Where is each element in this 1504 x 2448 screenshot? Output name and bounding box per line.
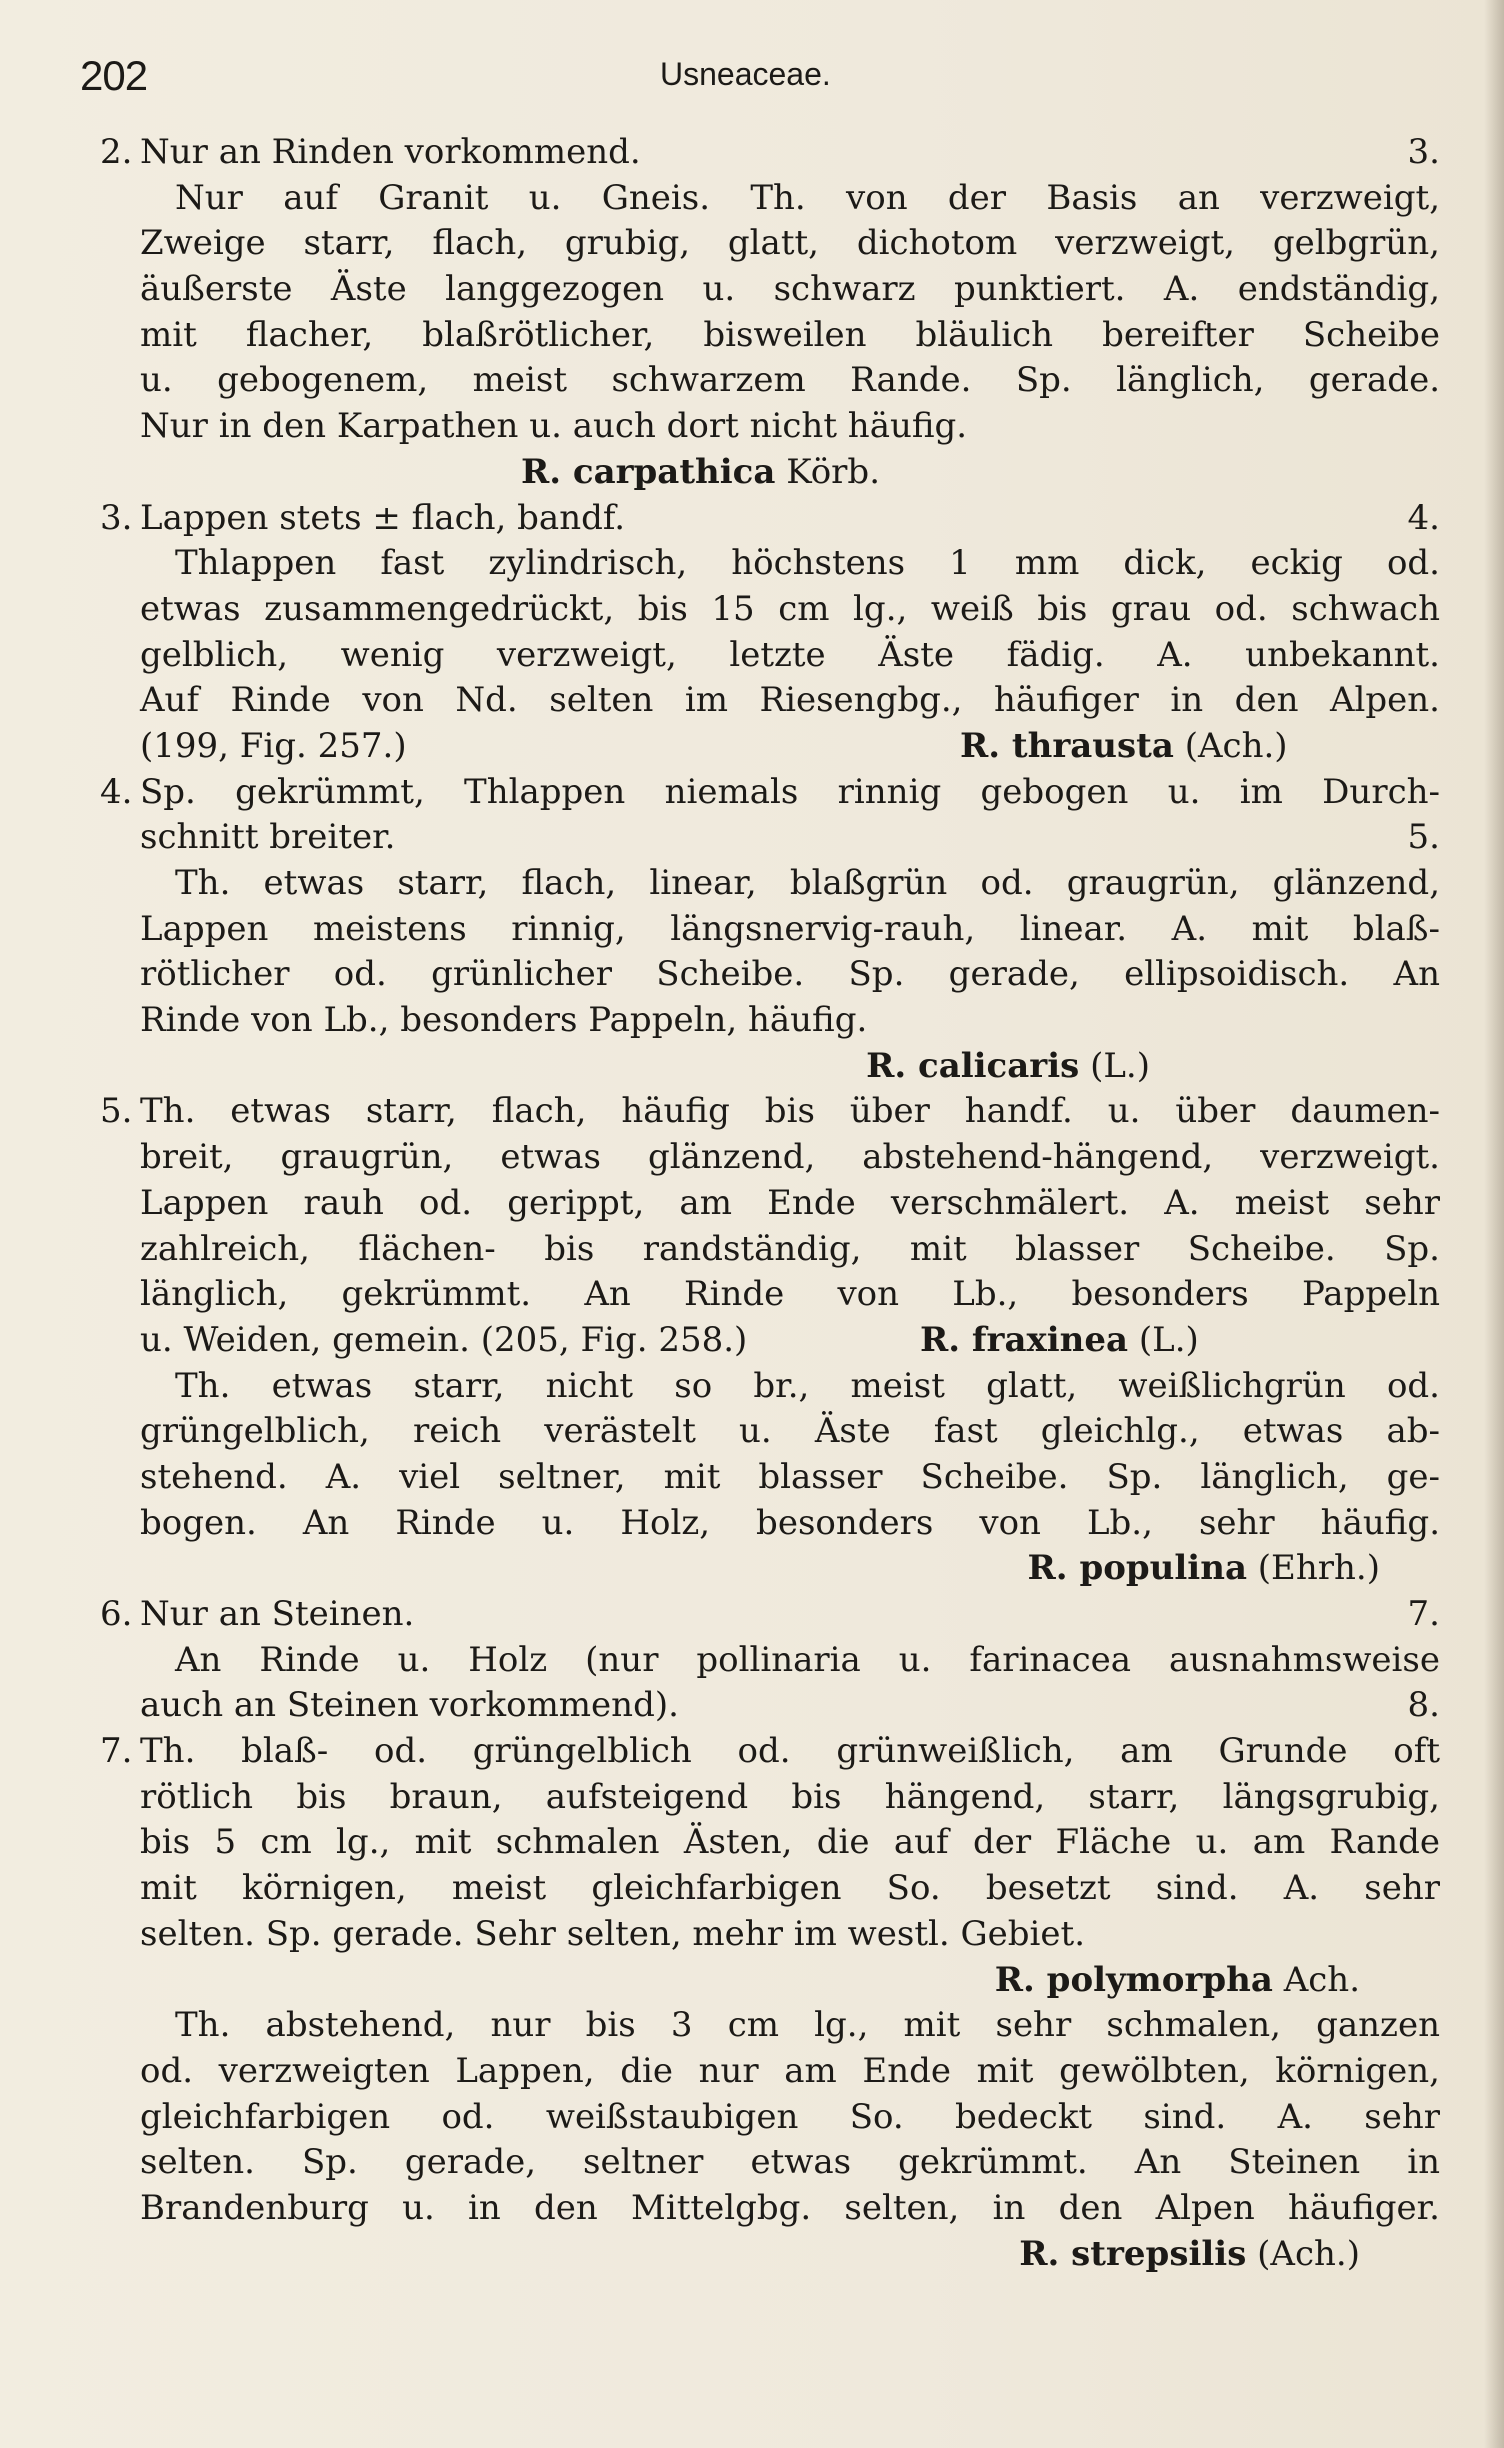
key-number: 2. [100,132,133,172]
text-line [100,2003,1440,2049]
key-text: Lappen meistens rinnig, längsnervig-rauh, linear. A. mit blaß- [140,908,1440,949]
species-binomial: R. carpathica [520,451,776,492]
text-line [100,1318,1440,1364]
key-text: bogen. An Rinde u. Holz, besonders von Lb., sehr häufig. [140,1502,1440,1543]
key-number: 5. [100,1091,133,1132]
key-text: Th. etwas starr, nicht so br., meist glatt, weißlichgrün od. [175,1365,1440,1406]
key-text: grüngelblich, reich verästelt u. Äste fast gleichlg., etwas ab- [140,1411,1440,1452]
text-line [100,221,1440,267]
text-line [100,952,1440,998]
key-lead-text: Th. etwas starr, flach, häufig bis über handf. u. über daumen- [140,1091,1440,1132]
text-line [100,1683,1440,1729]
text-line [100,1958,1440,2004]
key-text: Zweige starr, flach, grubig, glatt, dichotom verzweigt, gelbgrün, [140,223,1440,264]
text-line [100,861,1440,907]
text-line [100,1546,1440,1592]
lead-reference: 4. [1407,497,1440,538]
species-name [960,724,1288,770]
species-binomial: R. calicaris [866,1045,1080,1086]
species-author: (Ehrh.) [1246,1548,1380,1589]
text-line [100,587,1440,633]
species-author: (Ach.) [1173,725,1288,766]
species-name [521,450,880,496]
key-text: mit körnigen, meist gleichfarbigen So. besetzt sind. A. sehr [140,1868,1440,1909]
text-line [100,1409,1440,1455]
species-name [920,1318,1199,1364]
text-line [100,176,1440,222]
text-line [100,450,1440,496]
key-lead-text: Nur an Rinden vorkommend. [140,132,641,172]
species-binomial: R. thrausta [960,725,1174,766]
text-line [100,130,1440,176]
key-text: Lappen rauh od. gerippt, am Ende verschmälert. A. meist sehr [140,1182,1440,1223]
text-line [100,358,1440,404]
text-line [100,998,1440,1044]
key-text: stehend. A. viel seltner, mit blasser Scheibe. Sp. länglich, ge- [140,1456,1440,1497]
text-line [100,496,1440,542]
key-text: Thlappen fast zylindrisch, höchstens 1 mm dick, eckig od. [175,543,1440,584]
key-text: gleichfarbigen od. weißstaubigen So. bedeckt sind. A. sehr [140,2096,1440,2137]
text-line [100,267,1440,313]
species-author: (L.) [1128,1319,1199,1360]
species-name [866,1044,1150,1090]
key-text: etwas zusammengedrückt, bis 15 cm lg., weiß bis grau od. schwach [140,588,1440,629]
text-line [100,1912,1440,1958]
page-body [100,130,1440,2277]
text-line [100,541,1440,587]
key-text: u. gebogenem, meist schwarzem Rande. Sp. länglich, gerade. [140,360,1440,401]
text-line [100,907,1440,953]
key-text: Nur in den Karpathen u. auch dort nicht häufig. [140,406,968,447]
key-text: Brandenburg u. in den Mittelgbg. selten, in den Alpen häufiger. [140,2187,1440,2228]
species-name [995,1958,1360,2004]
text-line [100,678,1440,724]
key-text: breit, graugrün, etwas glänzend, abstehend-hängend, verzweigt. [140,1137,1440,1178]
species-binomial: R. polymorpha [994,1959,1273,2000]
text-line [100,2140,1440,2186]
key-text: rötlich bis braun, aufsteigend bis hängend, starr, längsgrubig, [140,1776,1440,1817]
text-line [100,1135,1440,1181]
key-lead-text: Sp. gekrümmt, Thlappen niemals rinnig gebogen u. im Durch- [140,771,1440,812]
lead-reference: 5. [1407,817,1440,858]
text-line [100,770,1440,816]
text-line [100,1866,1440,1912]
text-line [100,2095,1440,2141]
species-binomial: R. strepsilis [1019,2233,1247,2274]
key-text: äußerste Äste langgezogen u. schwarz punktiert. A. endständig, [140,269,1440,310]
key-number: 3. [100,497,133,538]
text-line [100,724,1440,770]
text-line [100,2232,1440,2278]
key-text: Rinde von Lb., besonders Pappeln, häufig. [140,1000,868,1041]
key-text: mit flacher, blaßrötlicher, bisweilen bläulich bereifter Scheibe [140,314,1440,355]
text-line [100,313,1440,359]
text-line [100,1364,1440,1410]
species-author: Körb. [775,451,880,492]
key-text: bis 5 cm lg., mit schmalen Ästen, die auf der Fläche u. am Rande [140,1822,1440,1863]
page-binding-shadow [1484,0,1504,2448]
text-line [100,1638,1440,1684]
key-lead-text: Th. blaß- od. grüngelblich od. grünweißlich, am Grunde oft [140,1731,1440,1772]
key-text: (199, Fig. 257.) [140,725,407,766]
key-text: selten. Sp. gerade. Sehr selten, mehr im westl. Gebiet. [140,1913,1086,1954]
species-name [1028,1546,1380,1592]
text-line [100,1775,1440,1821]
text-line [100,1227,1440,1273]
key-text: Th. abstehend, nur bis 3 cm lg., mit sehr schmalen, ganzen [175,2005,1440,2046]
key-lead-text: Lappen stets ± flach, bandf. [140,497,626,538]
running-head: Usneaceae. [660,56,831,92]
key-text: auch an Steinen vorkommend). [140,1685,679,1726]
species-author: (Ach.) [1246,2233,1360,2274]
species-binomial: R. fraxinea [920,1319,1129,1360]
text-line [100,2049,1440,2095]
page-header [80,52,1420,102]
key-number: 7. [100,1731,133,1772]
text-line [100,1272,1440,1318]
text-line [100,404,1440,450]
key-text: schnitt breiter. [140,817,396,858]
key-number: 6. [100,1594,133,1634]
key-text: Auf Rinde von Nd. selten im Riesengbg., häufiger in den Alpen. [140,680,1440,721]
key-text: od. verzweigten Lappen, die nur am Ende mit gewölbten, körnigen, [140,2050,1440,2091]
text-line [100,2186,1440,2232]
key-text: u. Weiden, gemein. (205, Fig. 258.) [140,1319,748,1360]
key-lead-text: Nur an Steinen. [140,1594,415,1634]
key-text: Nur auf Granit u. Gneis. Th. von der Basis an verzweigt, [175,177,1440,218]
text-line [100,1044,1440,1090]
lead-reference: 7. [1407,1594,1440,1634]
text-line [100,1820,1440,1866]
text-line [100,1181,1440,1227]
lead-reference: 8. [1407,1685,1440,1726]
text-line [100,1089,1440,1135]
species-name [1019,2232,1360,2278]
key-text: gelblich, wenig verzweigt, letzte Äste fädig. A. unbekannt. [140,634,1440,675]
key-text: rötlicher od. grünlicher Scheibe. Sp. gerade, ellipsoidisch. An [140,954,1440,995]
lead-reference: 3. [1407,132,1440,172]
page-number: 202 [80,52,148,99]
key-number: 4. [100,771,133,812]
text-line [100,1592,1440,1638]
text-line [100,1501,1440,1547]
key-text: An Rinde u. Holz (nur pollinaria u. farinacea ausnahmsweise [175,1639,1440,1680]
key-text: Th. etwas starr, flach, linear, blaßgrün od. graugrün, glänzend, [175,863,1440,903]
key-text: selten. Sp. gerade, seltner etwas gekrümmt. An Steinen in [140,2142,1440,2183]
key-text: länglich, gekrümmt. An Rinde von Lb., besonders Pappeln [140,1274,1440,1315]
text-line [100,1455,1440,1501]
species-author: Ach. [1272,1959,1360,2000]
species-author: (L.) [1079,1045,1150,1086]
text-line [100,633,1440,679]
key-text: zahlreich, flächen- bis randständig, mit blasser Scheibe. Sp. [140,1228,1440,1269]
species-binomial: R. populina [1027,1548,1247,1589]
text-line [100,815,1440,861]
text-line [100,1729,1440,1775]
